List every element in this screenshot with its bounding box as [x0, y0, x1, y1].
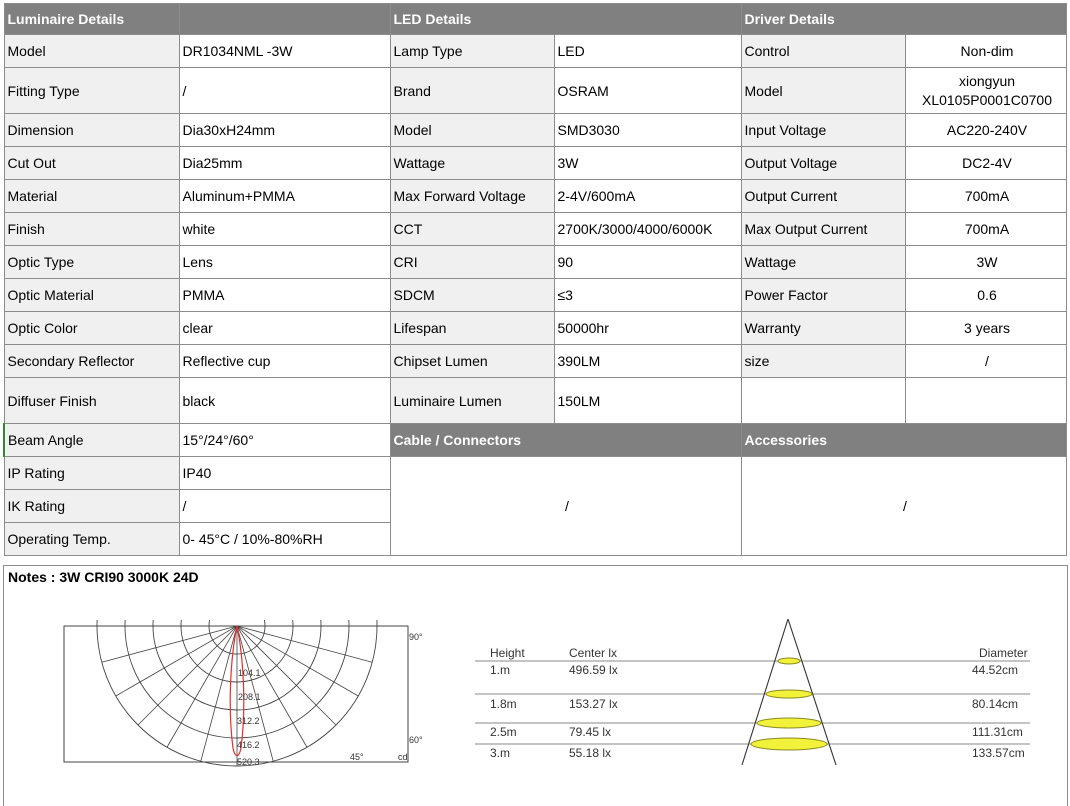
diameter-value: 133.57cm [972, 746, 1025, 760]
polar-radial-line [102, 626, 237, 662]
height-value: 3.m [490, 746, 511, 760]
driver-model-value[interactable] [905, 68, 1066, 114]
row-label[interactable]: Secondary Reflector [4, 345, 179, 378]
row-value[interactable]: IP40 [179, 457, 390, 490]
polar-candela-diagram [60, 620, 432, 768]
row-value[interactable]: Dia30xH24mm [179, 114, 390, 147]
row-label[interactable]: Output Current [741, 180, 905, 213]
row-label[interactable]: Beam Angle [4, 424, 179, 457]
polar-radial-line [237, 626, 358, 696]
accessories-value[interactable]: / [741, 457, 1066, 556]
row-value[interactable]: 2700K/3000/4000/6000K [554, 213, 741, 246]
diameter-header: Diameter [979, 646, 1028, 660]
row-value[interactable]: Reflective cup [179, 345, 390, 378]
polar-radial-line [237, 626, 372, 662]
center-lux-value: 79.45 lx [569, 725, 612, 739]
row-label[interactable]: IK Rating [4, 490, 179, 523]
row-label[interactable]: Power Factor [741, 279, 905, 312]
row-label[interactable]: Material [4, 180, 179, 213]
polar-radial-line [138, 626, 237, 725]
angle-label-45: 45° [350, 752, 364, 762]
empty-cell[interactable] [905, 378, 1066, 424]
row-label[interactable]: size [741, 345, 905, 378]
row-value[interactable]: / [179, 68, 390, 114]
height-value: 1.8m [490, 697, 517, 711]
polar-frame [64, 626, 408, 762]
height-header: Height [490, 646, 525, 660]
angle-label-90: 90° [409, 632, 423, 642]
row-value[interactable]: AC220-240V [905, 114, 1066, 147]
row-value[interactable]: LED [554, 35, 741, 68]
beam-ellipse [757, 718, 821, 728]
row-label[interactable]: Model [741, 68, 905, 114]
row-label[interactable]: Fitting Type [4, 68, 179, 114]
row-value[interactable]: ≤3 [554, 279, 741, 312]
row-label[interactable]: Dimension [4, 114, 179, 147]
row-value[interactable]: DC2-4V [905, 147, 1066, 180]
ring-label: 416.2 [237, 740, 260, 750]
row-value[interactable]: 3 years [905, 312, 1066, 345]
row-value[interactable]: white [179, 213, 390, 246]
row-value[interactable]: PMMA [179, 279, 390, 312]
luminaire-details-header: Luminaire Details [4, 4, 179, 35]
row-value[interactable]: 2-4V/600mA [554, 180, 741, 213]
row-label[interactable]: Luminaire Lumen [390, 378, 554, 424]
row-label[interactable]: Diffuser Finish [4, 378, 179, 424]
cable-connectors-value[interactable]: / [390, 457, 741, 556]
row-value[interactable]: 3W [554, 147, 741, 180]
height-value: 1.m [490, 663, 511, 677]
row-value[interactable]: / [179, 490, 390, 523]
polar-radial-line [237, 626, 307, 747]
spec-table [3, 3, 1067, 556]
row-value[interactable]: 15°/24°/60° [179, 424, 390, 457]
row-value[interactable]: Lens [179, 246, 390, 279]
row-label[interactable]: Output Voltage [741, 147, 905, 180]
row-value[interactable]: 50000hr [554, 312, 741, 345]
row-value[interactable]: Non-dim [905, 35, 1066, 68]
row-label[interactable]: Wattage [741, 246, 905, 279]
beam-ellipse [778, 658, 800, 664]
row-label[interactable]: IP Rating [4, 457, 179, 490]
cable-connectors-header: Cable / Connectors [390, 424, 741, 457]
center-lux-header: Center lx [569, 646, 618, 660]
led-details-header: LED Details [390, 4, 741, 35]
ring-label: 208.1 [238, 692, 261, 702]
row-label[interactable]: CCT [390, 213, 554, 246]
center-lux-value: 55.18 lx [569, 746, 612, 760]
height-value: 2.5m [490, 725, 517, 739]
header-blank [179, 4, 390, 35]
row-value[interactable]: 150LM [554, 378, 741, 424]
polar-radial-line [167, 626, 237, 747]
row-value[interactable]: 0.6 [905, 279, 1066, 312]
ring-label: 312.2 [237, 716, 260, 726]
accessories-header: Accessories [741, 424, 1066, 457]
row-label[interactable]: Model [4, 35, 179, 68]
ring-label: 104.1 [238, 668, 261, 678]
row-label[interactable]: Cut Out [4, 147, 179, 180]
driver-model-brand: xiongyun [958, 73, 1016, 89]
ring-label: 520.3 [237, 757, 260, 767]
row-label[interactable]: CRI [390, 246, 554, 279]
row-label[interactable]: Warranty [741, 312, 905, 345]
center-lux-value: 153.27 lx [569, 697, 618, 711]
row-label[interactable]: Chipset Lumen [390, 345, 554, 378]
row-value[interactable]: clear [179, 312, 390, 345]
row-label[interactable]: Lamp Type [390, 35, 554, 68]
row-label[interactable]: Finish [4, 213, 179, 246]
row-label[interactable]: Operating Temp. [4, 523, 179, 556]
angle-label-60: 60° [409, 735, 423, 745]
row-value[interactable]: 390LM [554, 345, 741, 378]
diameter-value: 111.31cm [972, 725, 1023, 739]
row-label[interactable]: Max Forward Voltage [390, 180, 554, 213]
diameter-value: 80.14cm [972, 697, 1019, 711]
row-value[interactable]: 0- 45°C / 10%-80%RH [179, 523, 390, 556]
row-value[interactable]: OSRAM [554, 68, 741, 114]
row-label[interactable]: Optic Type [4, 246, 179, 279]
row-label[interactable]: Max Output Current [741, 213, 905, 246]
row-label[interactable]: Optic Color [4, 312, 179, 345]
row-value[interactable]: 700mA [905, 213, 1066, 246]
row-label[interactable]: Optic Material [4, 279, 179, 312]
row-value[interactable]: 90 [554, 246, 741, 279]
polar-radial-line [116, 626, 237, 696]
row-value[interactable]: 3W [905, 246, 1066, 279]
driver-details-header: Driver Details [741, 4, 1066, 35]
illuminance-distribution [470, 615, 1040, 767]
row-label[interactable]: SDCM [390, 279, 554, 312]
row-label[interactable]: Model [390, 114, 554, 147]
row-value[interactable]: / [905, 345, 1066, 378]
driver-model-code: XL0105P0001C0700 [921, 92, 1052, 108]
row-label[interactable]: Control [741, 35, 905, 68]
beam-ellipse [766, 690, 812, 698]
row-label[interactable]: Lifespan [390, 312, 554, 345]
row-value[interactable]: black [179, 378, 390, 424]
notes-title: Notes : 3W CRI90 3000K 24D [8, 569, 199, 585]
beam-ellipse [751, 738, 827, 750]
empty-cell[interactable] [741, 378, 905, 424]
row-value[interactable]: 700mA [905, 180, 1066, 213]
row-label[interactable]: Input Voltage [741, 114, 905, 147]
diameter-value: 44.52cm [972, 663, 1019, 677]
row-value[interactable]: Dia25mm [179, 147, 390, 180]
row-value[interactable]: Aluminum+PMMA [179, 180, 390, 213]
unit-label: cd [398, 752, 408, 762]
row-label[interactable]: Wattage [390, 147, 554, 180]
row-value[interactable]: DR1034NML -3W [179, 35, 390, 68]
row-value[interactable]: SMD3030 [554, 114, 741, 147]
row-label[interactable]: Brand [390, 68, 554, 114]
center-lux-value: 496.59 lx [569, 663, 618, 677]
